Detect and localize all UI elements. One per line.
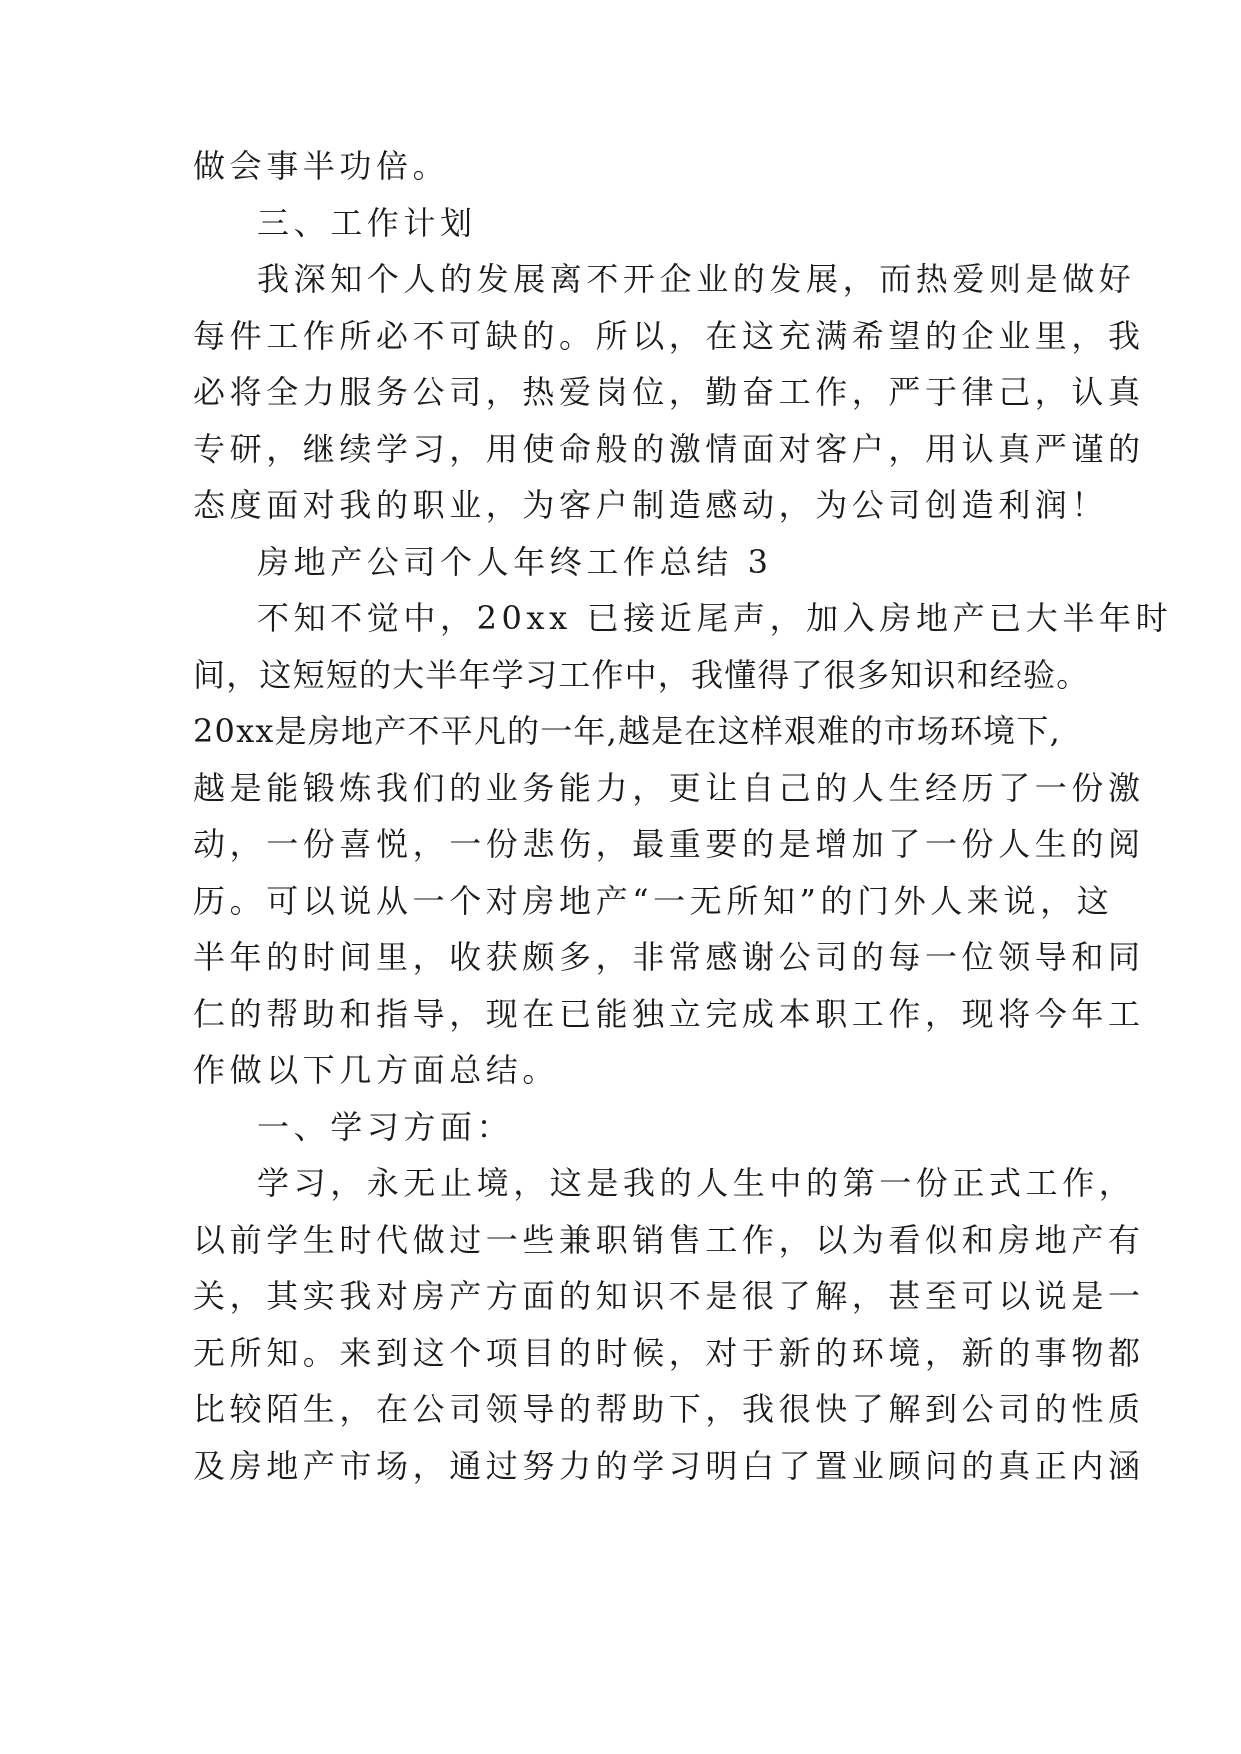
text-line: 以前学生时代做过一些兼职销售工作，以为看似和房地产有	[193, 1221, 1145, 1259]
text-line: 不知不觉中，20xx 已接近尾声，加入房地产已大半年时	[257, 599, 1173, 637]
text-line: 仁的帮助和指导，现在已能独立完成本职工作，现将今年工	[193, 995, 1145, 1033]
text-line: 半年的时间里，收获颇多，非常感谢公司的每一位领导和同	[193, 938, 1145, 976]
text-line: 动，一份喜悦，一份悲伤，最重要的是增加了一份人生的阅	[193, 825, 1145, 863]
text-line: 关，其实我对房产方面的知识不是很了解，甚至可以说是一	[193, 1277, 1145, 1315]
text-line: 每件工作所必不可缺的。所以，在这充满希望的企业里，我	[193, 317, 1145, 355]
text-line: 必将全力服务公司，热爱岗位，勤奋工作，严于律己，认真	[193, 373, 1145, 411]
text-line: 20xx是房地产不平凡的一年,越是在这样艰难的市场环境下,	[193, 712, 1061, 750]
text-line: 及房地产市场，通过努力的学习明白了置业顾问的真正内涵	[193, 1447, 1145, 1485]
text-line: 专研，继续学习，用使命般的激情面对客户，用认真严谨的	[193, 430, 1145, 468]
section-heading: 一、学习方面：	[257, 1108, 514, 1146]
text-line: 态度面对我的职业，为客户制造感动，为公司创造利润！	[193, 486, 1109, 524]
text-line: 无所知。来到这个项目的时候，对于新的环境，新的事物都	[193, 1334, 1145, 1372]
section-heading: 三、工作计划	[257, 204, 477, 242]
article-title: 房地产公司个人年终工作总结 3	[257, 543, 773, 581]
text-line: 学习，永无止境，这是我的人生中的第一份正式工作，	[257, 1164, 1136, 1202]
text-line: 比较陌生，在公司领导的帮助下，我很快了解到公司的性质	[193, 1390, 1145, 1428]
text-line: 间，这短短的大半年学习工作中，我懂得了很多知识和经验。	[193, 656, 1090, 694]
text-line: 我深知个人的发展离不开企业的发展，而热爱则是做好	[257, 260, 1136, 298]
text-line: 作做以下几方面总结。	[193, 1051, 560, 1089]
text-line: 越是能锻炼我们的业务能力，更让自己的人生经历了一份激	[193, 769, 1145, 807]
text-line: 做会事半功倍。	[193, 147, 450, 185]
text-line: 历。可以说从一个对房地产“一无所知”的门外人来说，这	[193, 882, 1114, 920]
